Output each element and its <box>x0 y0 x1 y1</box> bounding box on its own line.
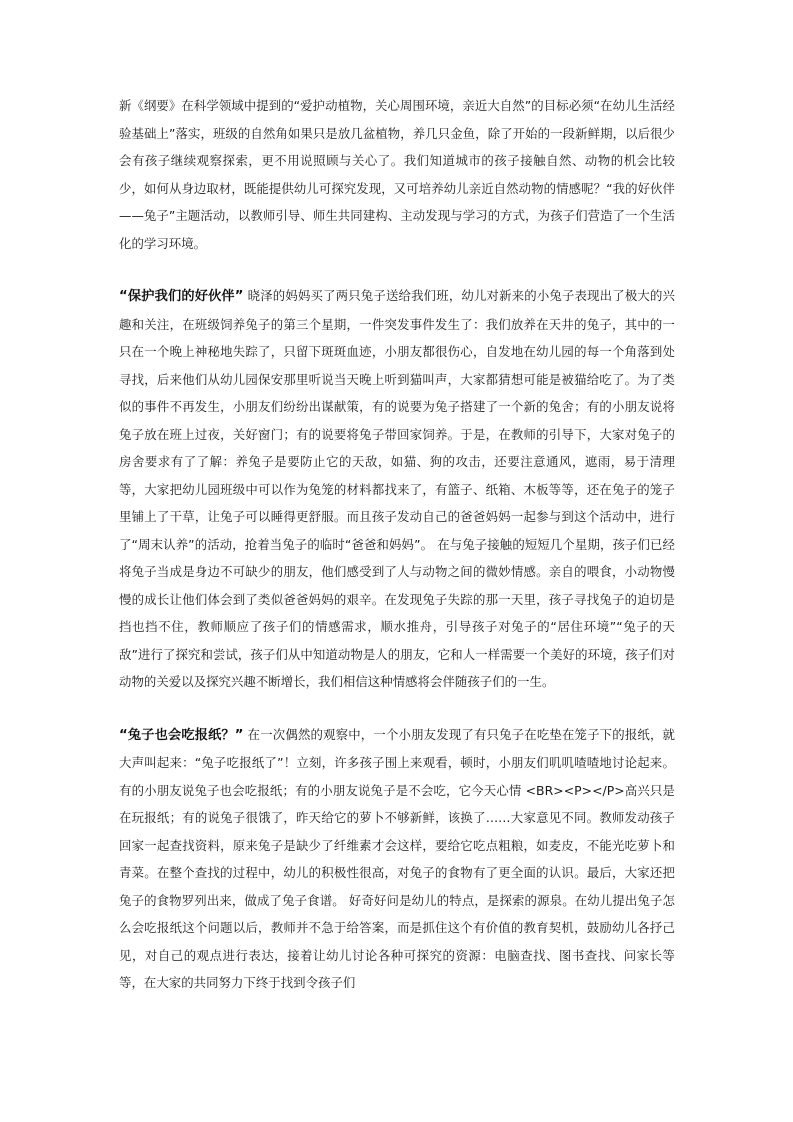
section-body-protect-partner: 晓泽的妈妈买了两只兔子送给我们班，幼儿对新来的小兔子表现出了极大的兴趣和关注，在班级饲养兔子的第三个星期，一件突发事件发生了：我们放养在天井的兔子，其中的一只在一个晚上神秘地失踪了，只留下斑斑血迹，小朋友都很伤心，自发地在幼儿园的每一个角落到处寻找，后来他们从幼儿园保安那里听说当天晚上听到猫叫声，大家都猜想可能是被猫给吃了。为了类似的事件不再发生，小朋友们纷纷出谋献策，有的说要为兔子搭建了一个新的兔舍；有的小朋友说将兔子放在班上过夜，关好窗门；有的说要将兔子带回家饲养。于是，在教师的引导下，大家对兔子的房舍要求有了了解：养兔子是要防止它的天敌，如猫、狗的攻击，还要注意通风，遮雨，易于清理等，大家把幼儿园班级中可以作为兔笼的材料都找来了，有篮子、纸箱、木板等等，还在兔子的笼子里铺上了干草，让兔子可以睡得更舒服。而且孩子发动自己的爸爸妈妈一起参与到这个活动中，进行了“周末认养”的活动，抢着当兔子的临时“爸爸和妈妈”。 在与兔子接触的短短几个星期，孩子们已经将兔子当成是身边不可缺少的朋友，他们感受到了人与动物之间的微妙情感。亲自的喂食，小动物慢慢的成长让他们体会到了类似爸爸妈妈的艰辛。在发现兔子失踪的那一天里，孩子寻找兔子的迫切是挡也挡不住，教师顺应了孩子们的情感需求，顺水推舟，引导孩子对兔子的“居住环境”“兔子的天敌”进行了探究和尝试，孩子们从中知道动物是人的朋友，它和人一样需要一个美好的环境，孩子们对动物的关爱以及探究兴趣不断增长，我们相信这种情感将会伴随孩子们的一生。 <box>119 288 675 689</box>
section-heading-rabbit-paper: “兔子也会吃报纸？” <box>119 727 244 743</box>
section-body-rabbit-paper: 在一次偶然的观察中，一个小朋友发现了有只兔子在吃垫在笼子下的报纸，就大声叫起来：“兔子吃报纸了”！立刻，许多孩子围上来观看，顿时，小朋友们叽叽喳喳地讨论起来。有的小朋友说兔子也会吃报纸；有的小朋友说兔子是不会吃，它今天心情 <BR><P></P>高兴只是在玩报纸；有的说兔子很饿了，昨天给它的萝卜不够新鲜，该换了……大家意见不同。教师发动孩子回家一起查找资料，原来兔子是缺少了纤维素才会这样，要给它吃点粗粮，如麦皮，不能光吃萝卜和青菜。在整个查找的过程中，幼儿的积极性很高，对兔子的食物有了更全面的认识。最后，大家还把兔子的食物罗列出来，做成了兔子食谱。 好奇好问是幼儿的特点，是探索的源泉。在幼儿提出兔子怎么会吃报纸这个问题以后，教师并不急于给答案，而是抓住这个有价值的教育契机，鼓励幼儿各抒己见，对自己的观点进行表达，接着让幼儿讨论各种可探究的资源：电脑查找、图书查找、问家长等等，在大家的共同努力下终于找到令孩子们 <box>119 726 675 990</box>
document-page <box>119 92 675 997</box>
section-paragraph-rabbit-paper <box>119 721 675 997</box>
intro-paragraph: 新《纲要》在科学领域中提到的“爱护动植物，关心周围环境，亲近大自然”的目标必须“在幼儿生活经验基础上”落实，班级的自然角如果只是放几盆植物，养几只金鱼，除了开始的一段新鲜期，以后很少会有孩子继续观察探索，更不用说照顾与关心了。我们知道城市的孩子接触自然、动物的机会比较少，如何从身边取材，既能提供幼儿可探究发现，又可培养幼儿亲近自然动物的情感呢？“我的好伙伴——兔子”主题活动，以教师引导、师生共同建构、主动发现与学习的方式，为孩子们营造了一个生活化的学习环境。 <box>119 98 675 251</box>
section-heading-protect-partner: “保护我们的好伙伴” <box>119 289 244 304</box>
section-paragraph-protect-partner <box>119 282 675 696</box>
